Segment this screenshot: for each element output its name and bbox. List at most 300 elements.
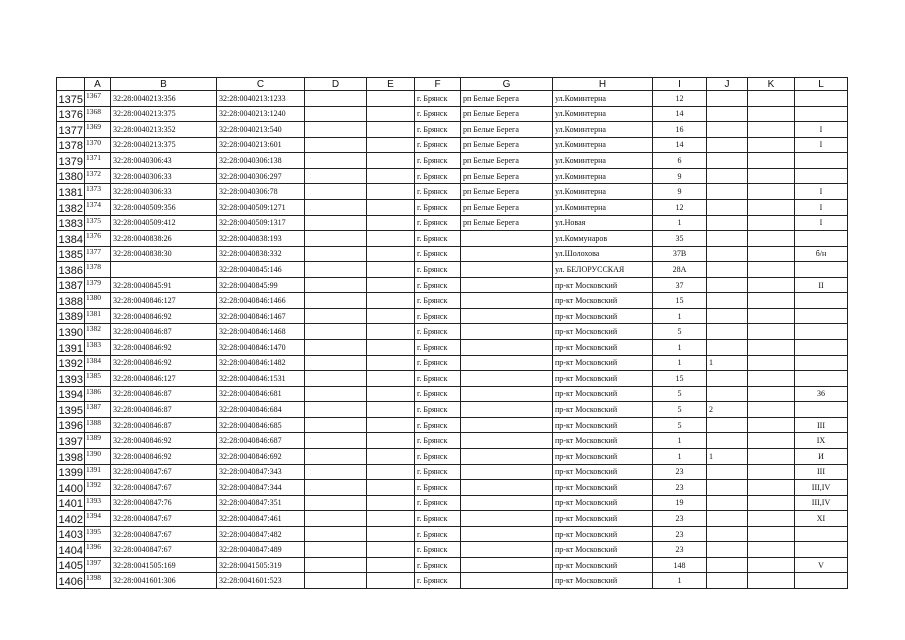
cell-e[interactable] xyxy=(367,231,415,247)
cell-k[interactable] xyxy=(748,417,795,433)
cell-k[interactable] xyxy=(748,324,795,340)
cell-b[interactable]: 32:28:0040847:67 xyxy=(111,464,217,480)
cell-f[interactable]: г. Брянск xyxy=(415,386,461,402)
column-header-e[interactable]: E xyxy=(367,78,415,91)
cell-g[interactable]: рп Белые Берега xyxy=(461,168,553,184)
cell-h[interactable]: пр-кт Московский xyxy=(553,324,653,340)
cell-d[interactable] xyxy=(305,277,367,293)
cell-a[interactable]: 1378 xyxy=(85,262,111,278)
cell-g[interactable] xyxy=(461,386,553,402)
cell-h[interactable]: пр-кт Московский xyxy=(553,448,653,464)
cell-e[interactable] xyxy=(367,215,415,231)
cell-h[interactable]: пр-кт Московский xyxy=(553,433,653,449)
cell-i[interactable]: 14 xyxy=(653,106,707,122)
cell-i[interactable]: 1 xyxy=(653,355,707,371)
cell-g[interactable] xyxy=(461,293,553,309)
cell-a[interactable]: 1381 xyxy=(85,308,111,324)
column-header-h[interactable]: H xyxy=(553,78,653,91)
cell-e[interactable] xyxy=(367,293,415,309)
cell-h[interactable]: пр-кт Московский xyxy=(553,495,653,511)
cell-c[interactable]: 32:28:0040306:138 xyxy=(217,153,305,169)
cell-j[interactable] xyxy=(707,386,748,402)
row-number[interactable]: 1400 xyxy=(57,480,85,496)
row-number[interactable]: 1398 xyxy=(57,448,85,464)
cell-f[interactable]: г. Брянск xyxy=(415,573,461,589)
cell-i[interactable]: 15 xyxy=(653,293,707,309)
cell-i[interactable]: 19 xyxy=(653,495,707,511)
cell-h[interactable]: ул.Коминтерна xyxy=(553,199,653,215)
cell-e[interactable] xyxy=(367,386,415,402)
cell-f[interactable]: г. Брянск xyxy=(415,231,461,247)
cell-g[interactable]: рп Белые Берега xyxy=(461,184,553,200)
cell-b[interactable]: 32:28:0041601:306 xyxy=(111,573,217,589)
cell-f[interactable]: г. Брянск xyxy=(415,137,461,153)
cell-c[interactable]: 32:28:0040509:1271 xyxy=(217,199,305,215)
cell-b[interactable]: 32:28:0040846:92 xyxy=(111,448,217,464)
cell-j[interactable] xyxy=(707,464,748,480)
cell-d[interactable] xyxy=(305,246,367,262)
cell-l[interactable] xyxy=(795,526,848,542)
cell-e[interactable] xyxy=(367,526,415,542)
cell-f[interactable]: г. Брянск xyxy=(415,464,461,480)
cell-g[interactable] xyxy=(461,246,553,262)
cell-f[interactable]: г. Брянск xyxy=(415,308,461,324)
column-header-c[interactable]: C xyxy=(217,78,305,91)
cell-i[interactable]: 1 xyxy=(653,308,707,324)
cell-b[interactable]: 32:28:0040847:67 xyxy=(111,480,217,496)
row-number[interactable]: 1377 xyxy=(57,122,85,138)
cell-h[interactable]: пр-кт Московский xyxy=(553,511,653,527)
cell-j[interactable] xyxy=(707,417,748,433)
cell-k[interactable] xyxy=(748,526,795,542)
cell-g[interactable] xyxy=(461,417,553,433)
cell-d[interactable] xyxy=(305,153,367,169)
cell-b[interactable]: 32:28:0040846:92 xyxy=(111,355,217,371)
cell-g[interactable] xyxy=(461,480,553,496)
cell-d[interactable] xyxy=(305,557,367,573)
cell-h[interactable]: ул.Коминтерна xyxy=(553,137,653,153)
cell-a[interactable]: 1383 xyxy=(85,340,111,356)
cell-c[interactable]: 32:28:0040846:687 xyxy=(217,433,305,449)
cell-i[interactable]: 12 xyxy=(653,199,707,215)
cell-i[interactable]: 5 xyxy=(653,386,707,402)
cell-f[interactable]: г. Брянск xyxy=(415,293,461,309)
cell-b[interactable]: 32:28:0040306:43 xyxy=(111,153,217,169)
cell-j[interactable] xyxy=(707,573,748,589)
cell-g[interactable]: рп Белые Берега xyxy=(461,106,553,122)
cell-a[interactable]: 1391 xyxy=(85,464,111,480)
cell-j[interactable] xyxy=(707,371,748,387)
cell-i[interactable]: 23 xyxy=(653,526,707,542)
cell-h[interactable]: пр-кт Московский xyxy=(553,480,653,496)
cell-i[interactable]: 15 xyxy=(653,371,707,387)
cell-e[interactable] xyxy=(367,557,415,573)
cell-i[interactable]: 6 xyxy=(653,153,707,169)
cell-a[interactable]: 1367 xyxy=(85,91,111,107)
cell-h[interactable]: ул.Коммунаров xyxy=(553,231,653,247)
cell-i[interactable]: 9 xyxy=(653,168,707,184)
cell-j[interactable] xyxy=(707,542,748,558)
cell-j[interactable]: 1 xyxy=(707,448,748,464)
cell-b[interactable]: 32:28:0040847:76 xyxy=(111,495,217,511)
cell-c[interactable]: 32:28:0041601:523 xyxy=(217,573,305,589)
cell-k[interactable] xyxy=(748,511,795,527)
cell-b[interactable]: 32:28:0040306:33 xyxy=(111,184,217,200)
cell-e[interactable] xyxy=(367,153,415,169)
cell-e[interactable] xyxy=(367,402,415,418)
cell-i[interactable]: 1 xyxy=(653,215,707,231)
cell-k[interactable] xyxy=(748,184,795,200)
cell-i[interactable]: 16 xyxy=(653,122,707,138)
cell-l[interactable] xyxy=(795,402,848,418)
cell-k[interactable] xyxy=(748,91,795,107)
cell-b[interactable]: 32:28:0040847:67 xyxy=(111,542,217,558)
row-number[interactable]: 1388 xyxy=(57,293,85,309)
row-number[interactable]: 1376 xyxy=(57,106,85,122)
cell-k[interactable] xyxy=(748,262,795,278)
cell-f[interactable]: г. Брянск xyxy=(415,91,461,107)
cell-k[interactable] xyxy=(748,355,795,371)
cell-i[interactable]: 5 xyxy=(653,324,707,340)
cell-l[interactable]: IX xyxy=(795,433,848,449)
cell-d[interactable] xyxy=(305,293,367,309)
cell-f[interactable]: г. Брянск xyxy=(415,215,461,231)
row-number[interactable]: 1399 xyxy=(57,464,85,480)
column-header-g[interactable]: G xyxy=(461,78,553,91)
cell-e[interactable] xyxy=(367,106,415,122)
cell-c[interactable]: 32:28:0040846:685 xyxy=(217,417,305,433)
cell-b[interactable]: 32:28:0040306:33 xyxy=(111,168,217,184)
cell-h[interactable]: ул. БЕЛОРУССКАЯ xyxy=(553,262,653,278)
cell-h[interactable]: пр-кт Московский xyxy=(553,355,653,371)
cell-k[interactable] xyxy=(748,573,795,589)
cell-e[interactable] xyxy=(367,573,415,589)
cell-a[interactable]: 1368 xyxy=(85,106,111,122)
cell-f[interactable]: г. Брянск xyxy=(415,324,461,340)
cell-j[interactable] xyxy=(707,262,748,278)
cell-c[interactable]: 32:28:0040509:1317 xyxy=(217,215,305,231)
cell-g[interactable] xyxy=(461,573,553,589)
cell-c[interactable]: 32:28:0040847:489 xyxy=(217,542,305,558)
cell-d[interactable] xyxy=(305,355,367,371)
row-number[interactable]: 1381 xyxy=(57,184,85,200)
cell-c[interactable]: 32:28:0040847:344 xyxy=(217,480,305,496)
row-number[interactable]: 1404 xyxy=(57,542,85,558)
cell-l[interactable]: I xyxy=(795,122,848,138)
corner-cell[interactable] xyxy=(57,78,85,91)
cell-f[interactable]: г. Брянск xyxy=(415,153,461,169)
row-number[interactable]: 1403 xyxy=(57,526,85,542)
cell-d[interactable] xyxy=(305,215,367,231)
cell-l[interactable] xyxy=(795,262,848,278)
cell-l[interactable] xyxy=(795,573,848,589)
cell-l[interactable]: I xyxy=(795,199,848,215)
cell-b[interactable]: 32:28:0040846:92 xyxy=(111,340,217,356)
row-number[interactable]: 1396 xyxy=(57,417,85,433)
cell-f[interactable]: г. Брянск xyxy=(415,480,461,496)
cell-e[interactable] xyxy=(367,480,415,496)
cell-h[interactable]: пр-кт Московский xyxy=(553,340,653,356)
cell-f[interactable]: г. Брянск xyxy=(415,417,461,433)
cell-k[interactable] xyxy=(748,122,795,138)
cell-k[interactable] xyxy=(748,386,795,402)
cell-e[interactable] xyxy=(367,122,415,138)
cell-e[interactable] xyxy=(367,277,415,293)
cell-l[interactable]: V xyxy=(795,557,848,573)
cell-i[interactable]: 37 xyxy=(653,277,707,293)
cell-h[interactable]: ул.Коминтерна xyxy=(553,168,653,184)
cell-a[interactable]: 1375 xyxy=(85,215,111,231)
cell-j[interactable] xyxy=(707,184,748,200)
cell-h[interactable]: пр-кт Московский xyxy=(553,308,653,324)
row-number[interactable]: 1406 xyxy=(57,573,85,589)
cell-d[interactable] xyxy=(305,91,367,107)
cell-l[interactable]: I xyxy=(795,184,848,200)
cell-b[interactable]: 32:28:0040846:87 xyxy=(111,386,217,402)
cell-g[interactable]: рп Белые Берега xyxy=(461,199,553,215)
cell-l[interactable] xyxy=(795,168,848,184)
cell-g[interactable] xyxy=(461,557,553,573)
cell-g[interactable]: рп Белые Берега xyxy=(461,122,553,138)
cell-a[interactable]: 1379 xyxy=(85,277,111,293)
cell-a[interactable]: 1396 xyxy=(85,542,111,558)
cell-e[interactable] xyxy=(367,262,415,278)
cell-i[interactable]: 5 xyxy=(653,402,707,418)
cell-k[interactable] xyxy=(748,402,795,418)
cell-k[interactable] xyxy=(748,557,795,573)
cell-c[interactable]: 32:28:0040846:1466 xyxy=(217,293,305,309)
cell-e[interactable] xyxy=(367,184,415,200)
cell-g[interactable]: рп Белые Берега xyxy=(461,91,553,107)
cell-f[interactable]: г. Брянск xyxy=(415,122,461,138)
cell-d[interactable] xyxy=(305,464,367,480)
row-number[interactable]: 1383 xyxy=(57,215,85,231)
cell-c[interactable]: 32:28:0040306:78 xyxy=(217,184,305,200)
cell-c[interactable]: 32:28:0040845:146 xyxy=(217,262,305,278)
cell-l[interactable]: III xyxy=(795,417,848,433)
cell-k[interactable] xyxy=(748,308,795,324)
cell-e[interactable] xyxy=(367,542,415,558)
cell-l[interactable]: XI xyxy=(795,511,848,527)
cell-g[interactable] xyxy=(461,340,553,356)
cell-h[interactable]: пр-кт Московский xyxy=(553,557,653,573)
cell-i[interactable]: 9 xyxy=(653,184,707,200)
cell-g[interactable] xyxy=(461,262,553,278)
cell-d[interactable] xyxy=(305,371,367,387)
cell-e[interactable] xyxy=(367,340,415,356)
cell-g[interactable] xyxy=(461,495,553,511)
cell-e[interactable] xyxy=(367,137,415,153)
cell-k[interactable] xyxy=(748,448,795,464)
cell-a[interactable]: 1389 xyxy=(85,433,111,449)
cell-l[interactable] xyxy=(795,542,848,558)
cell-i[interactable]: 37В xyxy=(653,246,707,262)
cell-f[interactable]: г. Брянск xyxy=(415,246,461,262)
cell-a[interactable]: 1394 xyxy=(85,511,111,527)
cell-g[interactable]: рп Белые Берега xyxy=(461,137,553,153)
cell-a[interactable]: 1390 xyxy=(85,448,111,464)
cell-l[interactable]: III xyxy=(795,464,848,480)
cell-e[interactable] xyxy=(367,464,415,480)
cell-c[interactable]: 32:28:0040846:684 xyxy=(217,402,305,418)
cell-l[interactable]: III,IV xyxy=(795,495,848,511)
cell-b[interactable]: 32:28:0040846:127 xyxy=(111,293,217,309)
cell-d[interactable] xyxy=(305,262,367,278)
cell-k[interactable] xyxy=(748,168,795,184)
row-number[interactable]: 1384 xyxy=(57,231,85,247)
cell-g[interactable]: рп Белые Берега xyxy=(461,153,553,169)
column-header-f[interactable]: F xyxy=(415,78,461,91)
column-header-k[interactable]: K xyxy=(748,78,795,91)
cell-j[interactable] xyxy=(707,106,748,122)
cell-d[interactable] xyxy=(305,573,367,589)
cell-j[interactable] xyxy=(707,433,748,449)
cell-j[interactable] xyxy=(707,122,748,138)
cell-b[interactable]: 32:28:0040838:26 xyxy=(111,231,217,247)
cell-e[interactable] xyxy=(367,495,415,511)
cell-j[interactable] xyxy=(707,495,748,511)
cell-a[interactable]: 1388 xyxy=(85,417,111,433)
cell-k[interactable] xyxy=(748,480,795,496)
cell-j[interactable] xyxy=(707,246,748,262)
cell-k[interactable] xyxy=(748,106,795,122)
cell-e[interactable] xyxy=(367,308,415,324)
cell-k[interactable] xyxy=(748,246,795,262)
cell-h[interactable]: пр-кт Московский xyxy=(553,573,653,589)
cell-b[interactable]: 32:28:0040846:127 xyxy=(111,371,217,387)
cell-d[interactable] xyxy=(305,433,367,449)
cell-h[interactable]: пр-кт Московский xyxy=(553,277,653,293)
cell-i[interactable]: 23 xyxy=(653,542,707,558)
cell-g[interactable] xyxy=(461,464,553,480)
cell-b[interactable]: 32:28:0040846:92 xyxy=(111,308,217,324)
cell-k[interactable] xyxy=(748,433,795,449)
cell-c[interactable]: 32:28:0040213:601 xyxy=(217,137,305,153)
cell-j[interactable] xyxy=(707,137,748,153)
cell-b[interactable]: 32:28:0040846:87 xyxy=(111,417,217,433)
cell-c[interactable]: 32:28:0040847:343 xyxy=(217,464,305,480)
cell-f[interactable]: г. Брянск xyxy=(415,184,461,200)
cell-i[interactable]: 1 xyxy=(653,340,707,356)
cell-g[interactable] xyxy=(461,355,553,371)
cell-b[interactable]: 32:28:0040845:91 xyxy=(111,277,217,293)
cell-c[interactable]: 32:28:0040847:461 xyxy=(217,511,305,527)
column-header-j[interactable]: J xyxy=(707,78,748,91)
cell-i[interactable]: 14 xyxy=(653,137,707,153)
cell-d[interactable] xyxy=(305,480,367,496)
cell-k[interactable] xyxy=(748,277,795,293)
cell-c[interactable]: 32:28:0040213:540 xyxy=(217,122,305,138)
cell-b[interactable]: 32:28:0040509:356 xyxy=(111,199,217,215)
cell-j[interactable] xyxy=(707,511,748,527)
cell-d[interactable] xyxy=(305,542,367,558)
cell-e[interactable] xyxy=(367,168,415,184)
column-header-d[interactable]: D xyxy=(305,78,367,91)
cell-c[interactable]: 32:28:0040846:692 xyxy=(217,448,305,464)
row-number[interactable]: 1386 xyxy=(57,262,85,278)
cell-j[interactable] xyxy=(707,557,748,573)
row-number[interactable]: 1375 xyxy=(57,91,85,107)
cell-h[interactable]: пр-кт Московский xyxy=(553,526,653,542)
cell-j[interactable] xyxy=(707,308,748,324)
cell-d[interactable] xyxy=(305,448,367,464)
cell-f[interactable]: г. Брянск xyxy=(415,526,461,542)
cell-b[interactable]: 32:28:0040847:67 xyxy=(111,511,217,527)
cell-k[interactable] xyxy=(748,340,795,356)
cell-j[interactable] xyxy=(707,231,748,247)
column-header-l[interactable]: L xyxy=(795,78,848,91)
cell-c[interactable]: 32:28:0040846:1470 xyxy=(217,340,305,356)
cell-c[interactable]: 32:28:0040846:1531 xyxy=(217,371,305,387)
cell-l[interactable] xyxy=(795,355,848,371)
cell-c[interactable]: 32:28:0040845:99 xyxy=(217,277,305,293)
row-number[interactable]: 1389 xyxy=(57,308,85,324)
cell-c[interactable]: 32:28:0040213:1233 xyxy=(217,91,305,107)
cell-h[interactable]: ул.Коминтерна xyxy=(553,153,653,169)
cell-i[interactable]: 23 xyxy=(653,480,707,496)
cell-j[interactable] xyxy=(707,153,748,169)
cell-b[interactable]: 32:28:0040213:375 xyxy=(111,106,217,122)
cell-g[interactable] xyxy=(461,448,553,464)
cell-a[interactable]: 1395 xyxy=(85,526,111,542)
cell-c[interactable]: 32:28:0040846:1468 xyxy=(217,324,305,340)
cell-j[interactable] xyxy=(707,168,748,184)
cell-d[interactable] xyxy=(305,526,367,542)
cell-h[interactable]: пр-кт Московский xyxy=(553,464,653,480)
cell-l[interactable]: II xyxy=(795,277,848,293)
cell-e[interactable] xyxy=(367,417,415,433)
cell-g[interactable] xyxy=(461,324,553,340)
cell-f[interactable]: г. Брянск xyxy=(415,168,461,184)
cell-a[interactable]: 1376 xyxy=(85,231,111,247)
cell-e[interactable] xyxy=(367,511,415,527)
cell-k[interactable] xyxy=(748,464,795,480)
cell-k[interactable] xyxy=(748,495,795,511)
cell-a[interactable]: 1386 xyxy=(85,386,111,402)
cell-i[interactable]: 5 xyxy=(653,417,707,433)
cell-e[interactable] xyxy=(367,324,415,340)
cell-a[interactable]: 1371 xyxy=(85,153,111,169)
cell-b[interactable]: 32:28:0040213:356 xyxy=(111,91,217,107)
cell-d[interactable] xyxy=(305,231,367,247)
cell-e[interactable] xyxy=(367,199,415,215)
row-number[interactable]: 1397 xyxy=(57,433,85,449)
cell-h[interactable]: пр-кт Московский xyxy=(553,417,653,433)
cell-l[interactable] xyxy=(795,340,848,356)
cell-d[interactable] xyxy=(305,199,367,215)
cell-k[interactable] xyxy=(748,542,795,558)
row-number[interactable]: 1402 xyxy=(57,511,85,527)
row-number[interactable]: 1394 xyxy=(57,386,85,402)
cell-h[interactable]: ул.Коминтерна xyxy=(553,184,653,200)
cell-l[interactable]: I xyxy=(795,137,848,153)
cell-f[interactable]: г. Брянск xyxy=(415,199,461,215)
cell-l[interactable] xyxy=(795,91,848,107)
cell-b[interactable] xyxy=(111,262,217,278)
cell-a[interactable]: 1377 xyxy=(85,246,111,262)
row-number[interactable]: 1379 xyxy=(57,153,85,169)
cell-c[interactable]: 32:28:0040846:1482 xyxy=(217,355,305,371)
cell-h[interactable]: пр-кт Московский xyxy=(553,386,653,402)
row-number[interactable]: 1405 xyxy=(57,557,85,573)
cell-f[interactable]: г. Брянск xyxy=(415,448,461,464)
row-number[interactable]: 1382 xyxy=(57,199,85,215)
cell-g[interactable] xyxy=(461,308,553,324)
cell-a[interactable]: 1369 xyxy=(85,122,111,138)
cell-j[interactable] xyxy=(707,215,748,231)
row-number[interactable]: 1378 xyxy=(57,137,85,153)
cell-h[interactable]: пр-кт Московский xyxy=(553,371,653,387)
